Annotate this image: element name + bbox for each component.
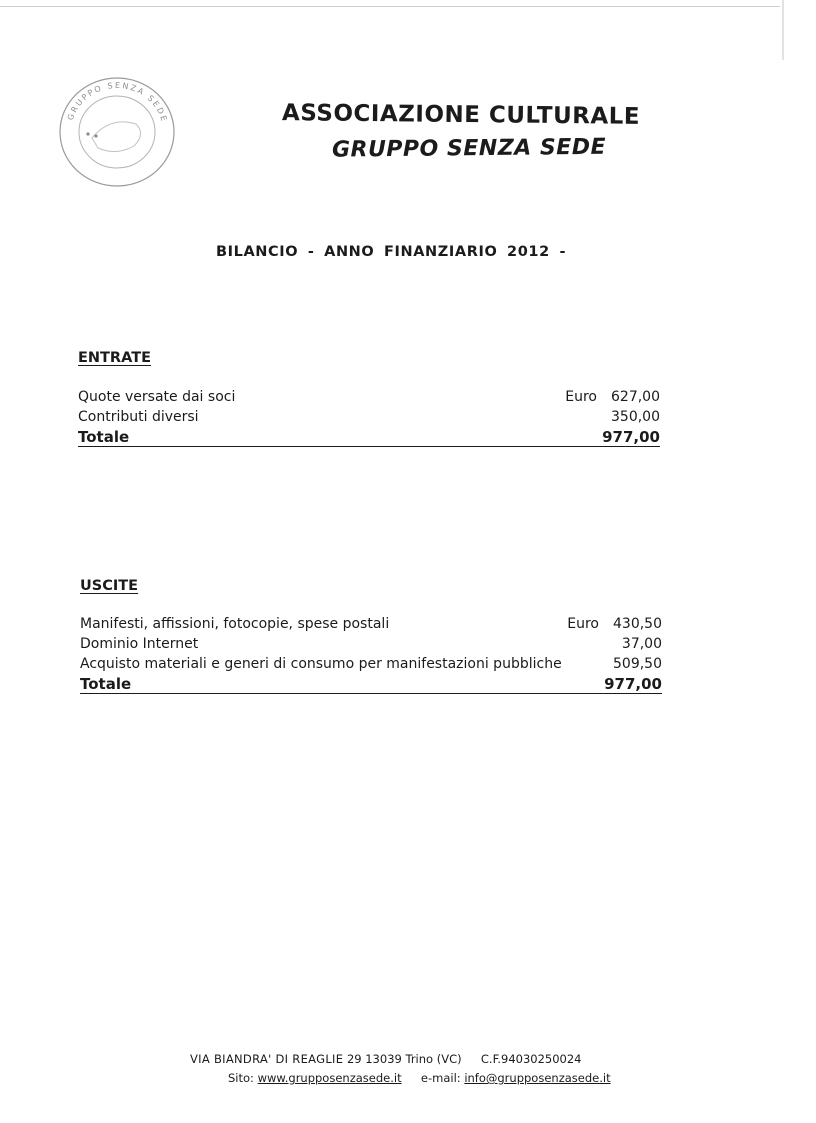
row-label: Contributi diversi — [78, 409, 199, 425]
row-amount: 350,00 — [611, 409, 660, 425]
scan-edge-top — [0, 6, 780, 7]
footer-address-line — [190, 1052, 582, 1066]
total-label: Totale — [78, 428, 130, 446]
ledger-row — [80, 614, 662, 634]
uscite-heading: USCITE — [80, 578, 139, 594]
footer-city: 29 13039 Trino (VC) — [346, 1052, 462, 1066]
row-label: Manifesti, affissioni, fotocopie, spese postali — [80, 616, 390, 632]
title-line-2: GRUPPO SENZA SEDE — [331, 134, 607, 163]
footer-street: VIA BIANDRA' DI REAGLIE — [190, 1052, 344, 1066]
scan-edge-right — [782, 0, 784, 60]
site-label: Sito: — [228, 1071, 254, 1085]
title-line-1: ASSOCIAZIONE CULTURALE — [281, 100, 641, 130]
association-stamp — [58, 76, 176, 188]
total-amount: 977,00 — [604, 675, 662, 693]
email-label: e-mail: — [420, 1071, 461, 1085]
total-amount: 977,00 — [602, 428, 660, 446]
footer-contact-line — [228, 1071, 611, 1085]
entrate-ledger — [78, 387, 660, 447]
site-link[interactable]: www.grupposenzasede.it — [257, 1071, 402, 1085]
association-title — [282, 98, 642, 166]
ledger-row — [80, 654, 662, 674]
row-amount: 627,00 — [611, 389, 660, 405]
row-label: Acquisto materiali e generi di consumo per manifestazioni pubbliche — [80, 656, 562, 672]
ledger-row — [80, 634, 662, 654]
footer-tax-code: C.F.94030250024 — [480, 1052, 582, 1066]
total-rule — [80, 693, 662, 695]
email-link[interactable]: info@grupposenzasede.it — [464, 1071, 611, 1085]
row-label: Quote versate dai soci — [78, 389, 236, 405]
row-currency: Euro — [567, 616, 599, 632]
row-amount: 430,50 — [613, 616, 662, 632]
entrate-total-row — [78, 427, 660, 447]
row-currency: Euro — [565, 389, 597, 405]
report-title: BILANCIO - ANNO FINANZIARIO 2012 - — [216, 244, 567, 260]
total-label: Totale — [80, 675, 132, 693]
ledger-row — [78, 407, 660, 427]
row-amount: 509,50 — [613, 656, 662, 672]
svg-text:GRUPPO SENZA SEDE: GRUPPO SENZA SEDE — [65, 80, 169, 124]
uscite-ledger — [80, 614, 662, 694]
row-label: Dominio Internet — [80, 636, 199, 652]
entrate-heading: ENTRATE — [78, 350, 151, 366]
ledger-row — [78, 387, 660, 407]
row-amount: 37,00 — [621, 636, 662, 652]
uscite-total-row — [80, 674, 662, 694]
total-rule — [78, 446, 660, 448]
